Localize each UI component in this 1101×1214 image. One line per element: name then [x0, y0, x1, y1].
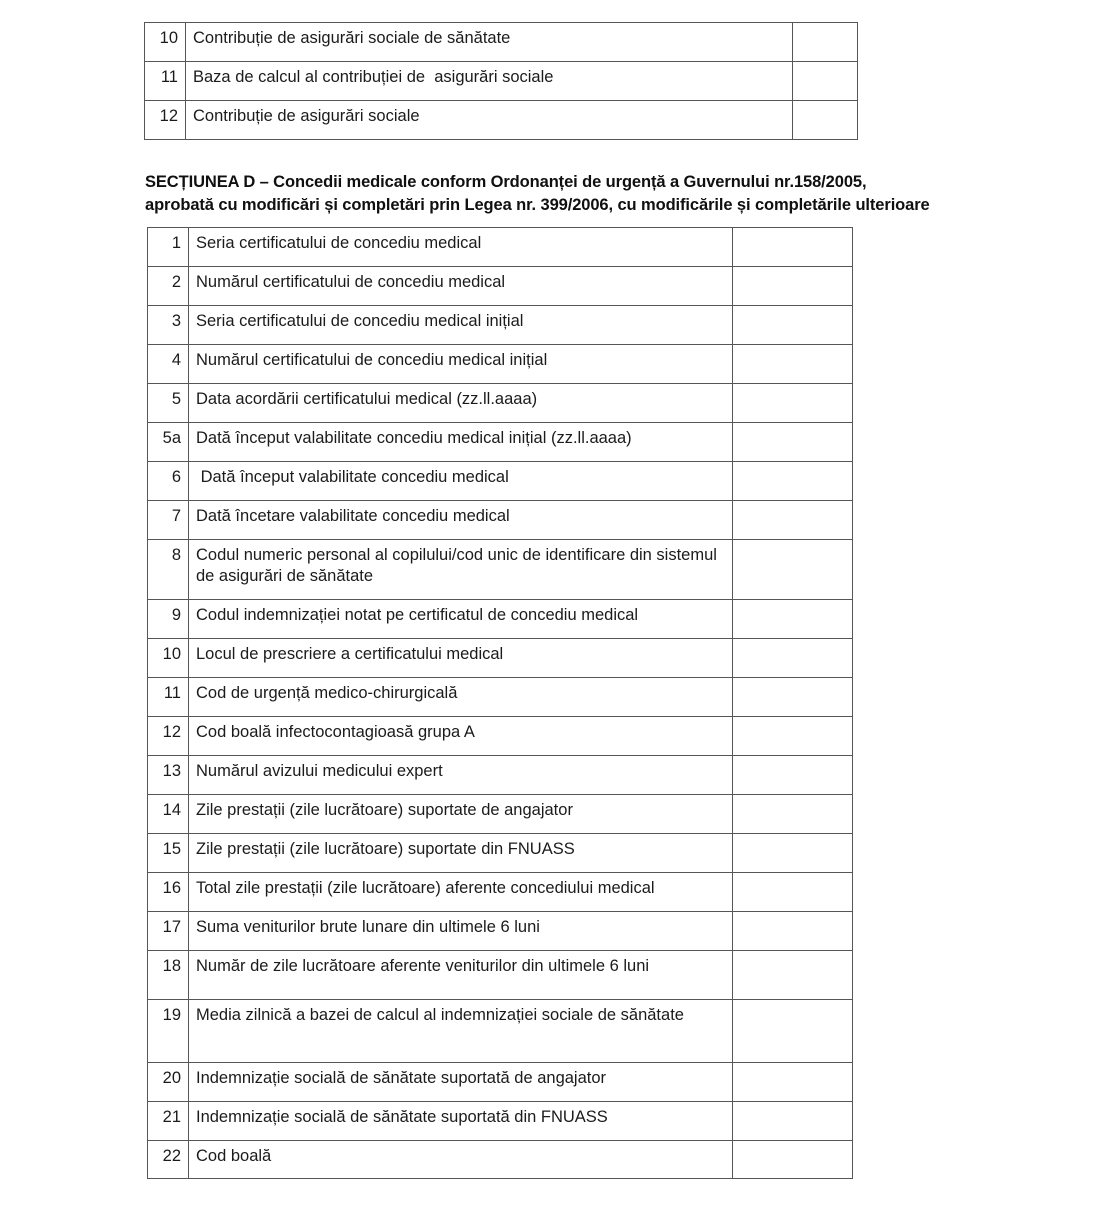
row-label: Seria certificatului de concediu medical inițial	[189, 306, 733, 345]
table-row	[148, 306, 853, 345]
row-number: 15	[148, 834, 189, 873]
row-value-cell	[733, 1000, 853, 1063]
row-number: 1	[148, 228, 189, 267]
row-number: 5a	[148, 423, 189, 462]
row-number: 11	[148, 678, 189, 717]
table-row	[148, 540, 853, 600]
table-row	[145, 23, 858, 62]
row-label: Media zilnică a bazei de calcul al indemnizației sociale de sănătate	[189, 1000, 733, 1063]
table-row	[145, 62, 858, 101]
row-number: 10	[148, 639, 189, 678]
row-number: 9	[148, 600, 189, 639]
row-label: Numărul avizului medicului expert	[189, 756, 733, 795]
table-row	[148, 345, 853, 384]
row-value-cell	[733, 228, 853, 267]
row-value-cell	[733, 423, 853, 462]
table-row	[148, 267, 853, 306]
table-row	[148, 501, 853, 540]
row-label: Codul indemnizației notat pe certificatul de concediu medical	[189, 600, 733, 639]
row-value-cell	[733, 756, 853, 795]
row-label: Contribuție de asigurări sociale	[186, 101, 793, 140]
row-value-cell	[733, 267, 853, 306]
row-number: 13	[148, 756, 189, 795]
row-value-cell	[733, 678, 853, 717]
table-row	[148, 873, 853, 912]
row-value-cell	[793, 101, 858, 140]
table-row	[148, 1000, 853, 1063]
row-number: 5	[148, 384, 189, 423]
table-row	[148, 1141, 853, 1179]
contributions-table	[144, 22, 858, 140]
table-row	[148, 834, 853, 873]
row-number: 16	[148, 873, 189, 912]
row-value-cell	[733, 501, 853, 540]
row-value-cell	[733, 1141, 853, 1179]
row-label: Zile prestații (zile lucrătoare) suportate de angajator	[189, 795, 733, 834]
row-number: 19	[148, 1000, 189, 1063]
row-label: Numărul certificatului de concediu medical	[189, 267, 733, 306]
table-row	[148, 1102, 853, 1141]
table-row	[148, 228, 853, 267]
table-row	[148, 678, 853, 717]
row-label: Indemnizație socială de sănătate suportată din FNUASS	[189, 1102, 733, 1141]
row-number: 21	[148, 1102, 189, 1141]
row-number: 14	[148, 795, 189, 834]
table-row	[148, 951, 853, 1000]
contributions-table-body	[145, 23, 858, 140]
row-label: Locul de prescriere a certificatului medical	[189, 639, 733, 678]
row-value-cell	[793, 23, 858, 62]
row-label: Indemnizație socială de sănătate suportată de angajator	[189, 1063, 733, 1102]
row-label: Numărul certificatului de concediu medical inițial	[189, 345, 733, 384]
row-number: 2	[148, 267, 189, 306]
row-value-cell	[733, 1102, 853, 1141]
row-label: Zile prestații (zile lucrătoare) suportate din FNUASS	[189, 834, 733, 873]
row-value-cell	[733, 951, 853, 1000]
row-number: 20	[148, 1063, 189, 1102]
table-row	[148, 639, 853, 678]
row-number: 7	[148, 501, 189, 540]
row-value-cell	[733, 912, 853, 951]
section-d-heading-line2: aprobată cu modificări și completări prin Legea nr. 399/2006, cu modificările și completările ulterioare	[145, 196, 930, 214]
row-label: Suma veniturilor brute lunare din ultimele 6 luni	[189, 912, 733, 951]
row-value-cell	[733, 462, 853, 501]
table-row	[148, 384, 853, 423]
row-number: 6	[148, 462, 189, 501]
row-value-cell	[733, 873, 853, 912]
row-label: Codul numeric personal al copilului/cod unic de identificare din sistemul de asigurări de sănătate	[189, 540, 733, 600]
row-label: Total zile prestații (zile lucrătoare) aferente concediului medical	[189, 873, 733, 912]
row-value-cell	[733, 540, 853, 600]
table-row	[148, 717, 853, 756]
row-value-cell	[733, 717, 853, 756]
table-row	[148, 1063, 853, 1102]
row-label: Dată încetare valabilitate concediu medical	[189, 501, 733, 540]
row-value-cell	[733, 306, 853, 345]
row-value-cell	[733, 345, 853, 384]
row-label: Baza de calcul al contribuției de asigurări sociale	[186, 62, 793, 101]
row-label: Număr de zile lucrătoare aferente veniturilor din ultimele 6 luni	[189, 951, 733, 1000]
row-value-cell	[793, 62, 858, 101]
row-label: Cod boală	[189, 1141, 733, 1179]
table-row	[148, 423, 853, 462]
row-number: 22	[148, 1141, 189, 1179]
row-label: Seria certificatului de concediu medical	[189, 228, 733, 267]
row-number: 18	[148, 951, 189, 1000]
section-d-heading-line1: SECȚIUNEA D – Concedii medicale conform Ordonanței de urgență a Guvernului nr.158/2005,	[145, 173, 867, 191]
row-value-cell	[733, 384, 853, 423]
row-label: Cod boală infectocontagioasă grupa A	[189, 717, 733, 756]
row-number: 17	[148, 912, 189, 951]
section-d-table-body	[148, 228, 853, 1179]
row-number: 12	[148, 717, 189, 756]
row-value-cell	[733, 795, 853, 834]
row-label: Contribuție de asigurări sociale de sănătate	[186, 23, 793, 62]
row-number: 10	[145, 23, 186, 62]
row-value-cell	[733, 639, 853, 678]
row-value-cell	[733, 600, 853, 639]
table-row	[148, 462, 853, 501]
row-number: 12	[145, 101, 186, 140]
row-number: 3	[148, 306, 189, 345]
table-row	[148, 756, 853, 795]
section-d-heading	[145, 171, 1015, 217]
row-label: Dată început valabilitate concediu medical inițial (zz.ll.aaaa)	[189, 423, 733, 462]
section-d-table	[147, 227, 853, 1179]
table-row	[148, 795, 853, 834]
row-number: 11	[145, 62, 186, 101]
table-row	[148, 600, 853, 639]
row-label: Cod de urgență medico-chirurgicală	[189, 678, 733, 717]
table-row	[145, 101, 858, 140]
row-label: Data acordării certificatului medical (zz.ll.aaaa)	[189, 384, 733, 423]
row-value-cell	[733, 1063, 853, 1102]
table-row	[148, 912, 853, 951]
row-number: 8	[148, 540, 189, 600]
row-number: 4	[148, 345, 189, 384]
row-value-cell	[733, 834, 853, 873]
row-label: Dată început valabilitate concediu medical	[189, 462, 733, 501]
